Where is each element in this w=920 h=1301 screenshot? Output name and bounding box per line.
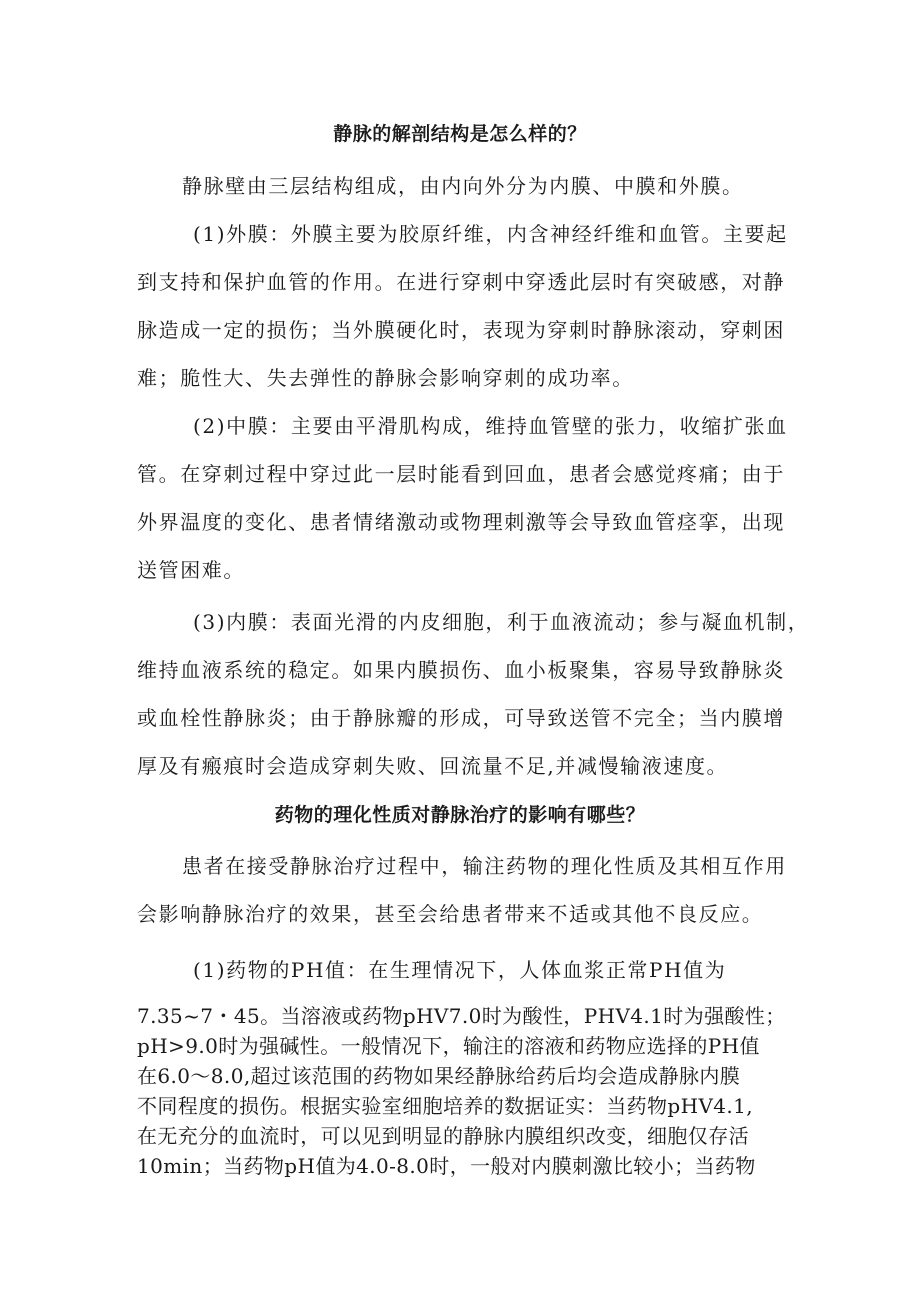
paragraph-line: 到支持和保护血管的作用。在进行穿刺中穿透此层时有突破感，对静 <box>137 270 785 294</box>
paragraph-line: 会影响静脉治疗的效果，甚至会给患者带来不适或其他不良反应。 <box>137 902 764 926</box>
paragraph-line: 送管困难。 <box>137 558 245 582</box>
paragraph-line: 管。在穿刺过程中穿过此一层时能看到回血，患者会感觉疼痛；由于 <box>137 462 785 486</box>
paragraph-line: (1)药物的PH值：在生理情况下，人体血浆正常PH值为 <box>193 958 727 982</box>
section2-title: 药物的理化性质对静脉治疗的影响有哪些？ <box>274 804 646 826</box>
paragraph-line: 脉造成一定的损伤；当外膜硬化时，表现为穿刺时静脉滚动，穿刺困 <box>137 318 785 342</box>
paragraph-line: 外界温度的变化、患者情绪激动或物理刺激等会导致血管痉挛，出现 <box>137 510 785 534</box>
paragraph-line: 厚及有瘢痕时会造成穿刺失败、回流量不足,并减慢输液速度。 <box>137 754 729 778</box>
paragraph-line: 10min；当药物pH值为4.0-8.0时，一般对内膜刺激比较小；当药物 <box>137 1154 756 1178</box>
paragraph-line: 不同程度的损伤。根据实验室细胞培养的数据证实：当药物pHV4.1, <box>137 1094 754 1118</box>
paragraph-line: 在无充分的血流时，可以见到明显的静脉内膜组织改变，细胞仅存活 <box>137 1124 749 1148</box>
paragraph-line: 或血栓性静脉炎；由于静脉瓣的形成，可导致送管不完全；当内膜增 <box>137 706 785 730</box>
section1-title: 静脉的解剖结构是怎么样的？ <box>333 123 587 145</box>
paragraph-line: 在6.0～8.0,超过该范围的药物如果经静脉给药后均会造成静脉内膜 <box>137 1064 741 1088</box>
section1-intro: 静脉壁由三层结构组成，由内向外分为内膜、中膜和外膜。 <box>182 174 744 198</box>
paragraph-line: (1)外膜：外膜主要为胶原纤维，内含神经纤维和血管。主要起 <box>193 222 788 246</box>
paragraph-line: (3)内膜：表面光滑的内皮细胞，利于血液流动；参与凝血机制， <box>193 610 810 634</box>
paragraph-line: (2)中膜：主要由平滑肌构成，维持血管壁的张力，收缩扩张血 <box>193 414 788 438</box>
paragraph-line: 维持血液系统的稳定。如果内膜损伤、血小板聚集，容易导致静脉炎 <box>137 658 785 682</box>
paragraph-line: 患者在接受静脉治疗过程中，输注药物的理化性质及其相互作用 <box>182 854 787 878</box>
paragraph-line: pH>9.0时为强碱性。一般情况下，输注的溶液和药物应选择的PH值 <box>137 1034 760 1058</box>
paragraph-line: 难；脆性大、失去弹性的静脉会影响穿刺的成功率。 <box>137 366 634 390</box>
paragraph-line: 7.35~7・45。当溶液或药物pHV7.0时为酸性，PHV4.1时为强酸性； <box>137 1004 786 1028</box>
